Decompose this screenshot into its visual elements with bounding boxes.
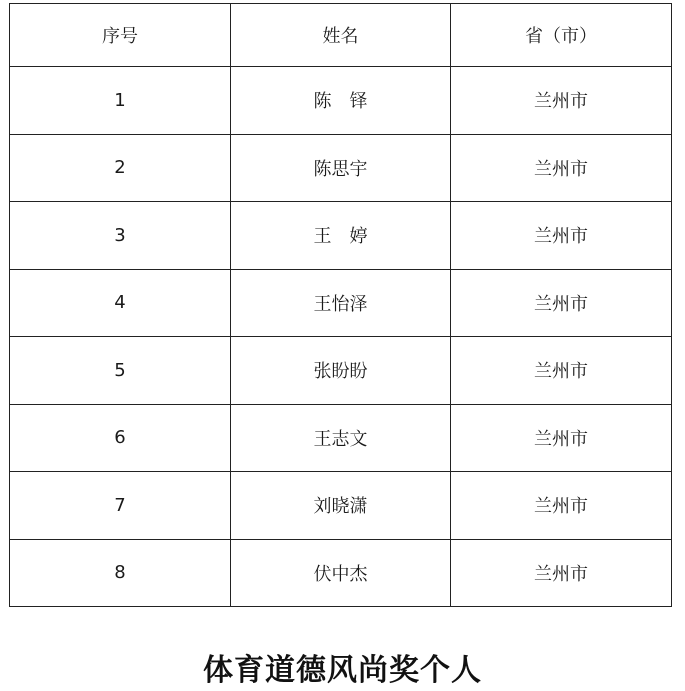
cell-region: 兰州市 (451, 67, 672, 135)
table-row (10, 134, 672, 202)
cell-serial-number: 5 (10, 337, 231, 405)
header-province-city: 省（市） (451, 4, 672, 67)
cell-serial-number: 8 (10, 539, 231, 607)
cell-region: 兰州市 (451, 202, 672, 270)
cell-name: 陈思宇 (231, 134, 451, 202)
roster-table-container (9, 3, 672, 607)
cell-serial-number: 2 (10, 134, 231, 202)
cell-serial-number: 6 (10, 404, 231, 472)
cell-name: 张盼盼 (231, 337, 451, 405)
cell-name: 刘晓潇 (231, 472, 451, 540)
cell-serial-number: 1 (10, 67, 231, 135)
header-row (10, 4, 672, 67)
table-row (10, 67, 672, 135)
table-header (10, 4, 672, 67)
cell-region: 兰州市 (451, 134, 672, 202)
cell-serial-number: 3 (10, 202, 231, 270)
cell-name: 王怡泽 (231, 269, 451, 337)
table-body (10, 67, 672, 607)
header-name: 姓名 (231, 4, 451, 67)
header-serial-number: 序号 (10, 4, 231, 67)
cell-region: 兰州市 (451, 269, 672, 337)
table-row (10, 472, 672, 540)
table-row (10, 269, 672, 337)
cell-region: 兰州市 (451, 404, 672, 472)
table-row (10, 202, 672, 270)
table-row (10, 539, 672, 607)
cell-region: 兰州市 (451, 472, 672, 540)
cell-region: 兰州市 (451, 539, 672, 607)
table-row (10, 337, 672, 405)
cell-name: 王 婷 (231, 202, 451, 270)
cell-name: 伏中杰 (231, 539, 451, 607)
table-row (10, 404, 672, 472)
cell-name: 王志文 (231, 404, 451, 472)
section-title: 体育道德风尚奖个人 (203, 653, 482, 688)
cell-serial-number: 4 (10, 269, 231, 337)
cell-serial-number: 7 (10, 472, 231, 540)
cell-name: 陈 铎 (231, 67, 451, 135)
roster-table (9, 3, 672, 607)
cell-region: 兰州市 (451, 337, 672, 405)
